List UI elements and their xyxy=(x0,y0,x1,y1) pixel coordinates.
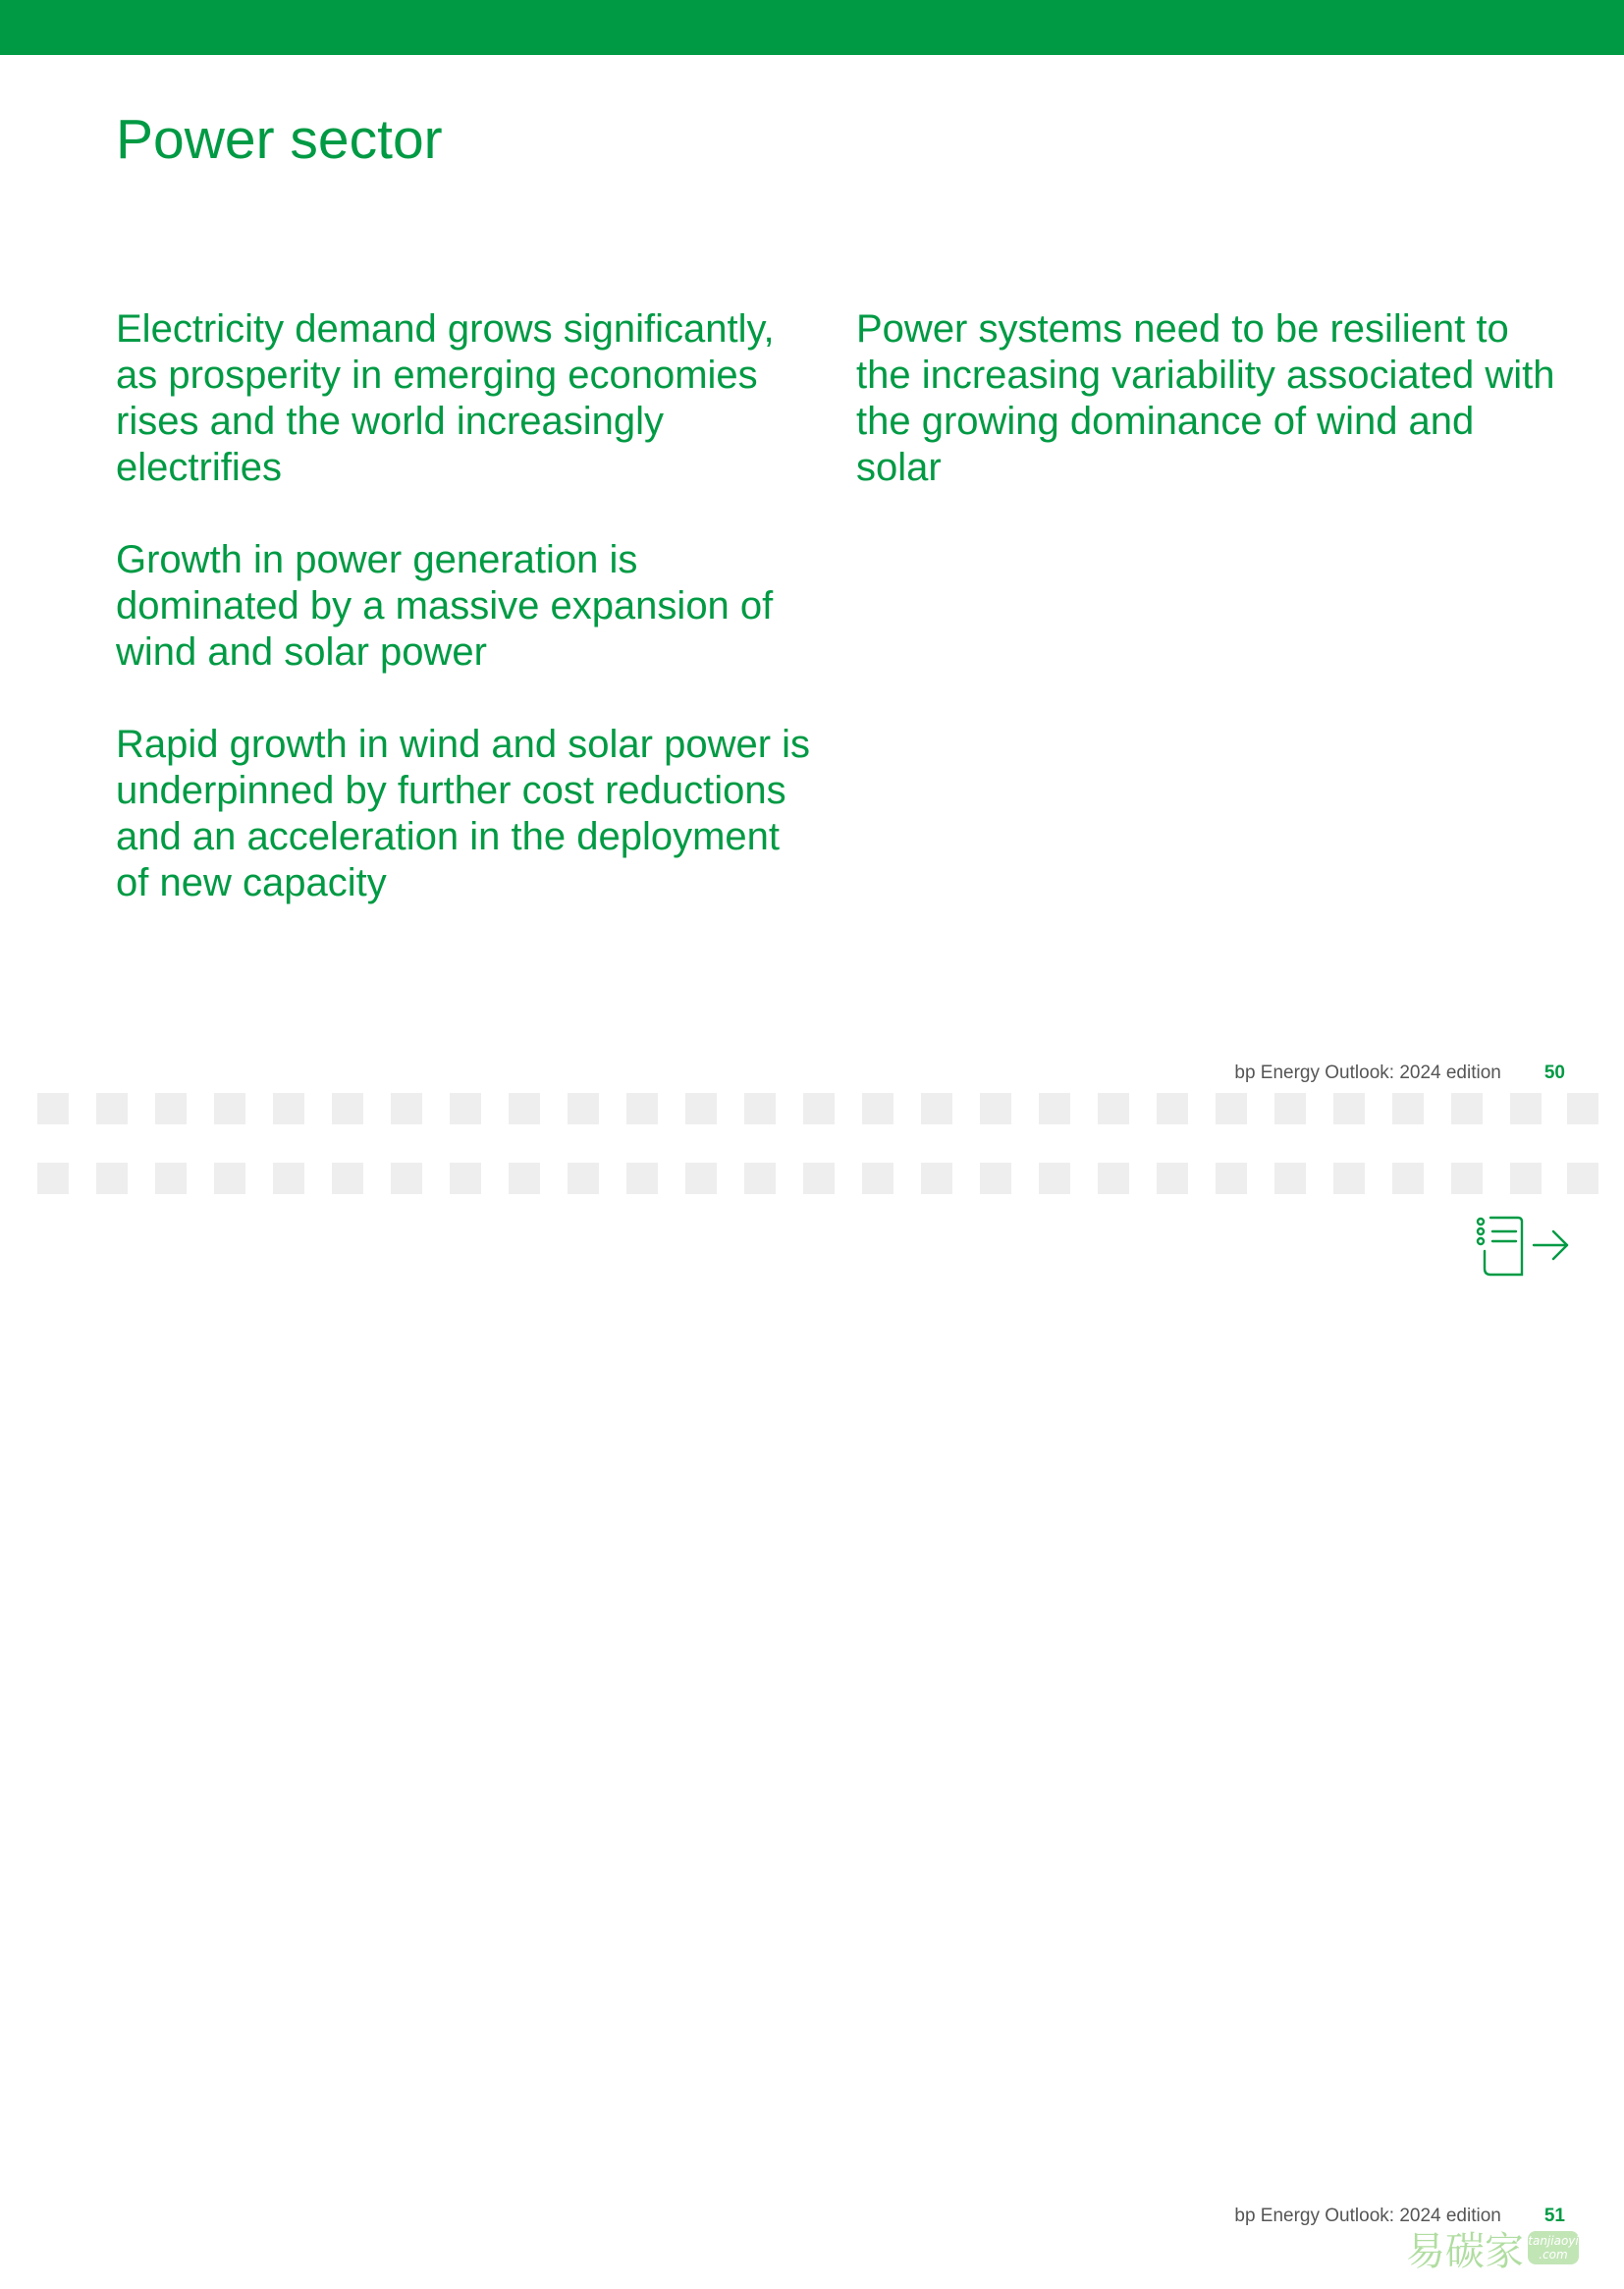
tanjiaoyi-logo xyxy=(1406,2221,1583,2284)
left-column xyxy=(116,306,823,953)
page-divider-row-bottom xyxy=(37,1163,1598,1194)
right-column xyxy=(856,306,1563,537)
key-point-1: Electricity demand grows significantly, as prosperity in emerging economies rises and the world increasingly electrifies xyxy=(116,307,775,489)
svg-text:tanjiaoyi: tanjiaoyi xyxy=(1528,2234,1579,2248)
page-number: 51 xyxy=(1543,2206,1565,2226)
footer-publication: bp Energy Outlook: 2024 edition xyxy=(1234,2206,1501,2226)
key-point-3: Rapid growth in wind and solar power is underpinned by further cost reductions and an acceleration in the deployment of new capacity xyxy=(116,723,811,904)
page-footer-50 xyxy=(1234,1063,1565,1084)
key-point-2: Growth in power generation is dominated by a massive expansion of wind and solar power xyxy=(116,538,774,674)
footer-publication: bp Energy Outlook: 2024 edition xyxy=(1234,1063,1501,1083)
contents-list-icon[interactable] xyxy=(1473,1214,1532,1277)
arrow-right-icon[interactable] xyxy=(1532,1227,1571,1263)
svg-text:易碳家: 易碳家 xyxy=(1406,2229,1524,2274)
page-divider-row-top xyxy=(37,1093,1598,1124)
key-point-4: Power systems need to be resilient to the increasing variability associated with the growing dominance of wind and solar xyxy=(856,307,1555,489)
page-number: 50 xyxy=(1543,1063,1565,1083)
top-green-bar xyxy=(0,0,1624,55)
page-title: Power sector xyxy=(116,108,443,171)
svg-text:.com: .com xyxy=(1539,2248,1568,2262)
